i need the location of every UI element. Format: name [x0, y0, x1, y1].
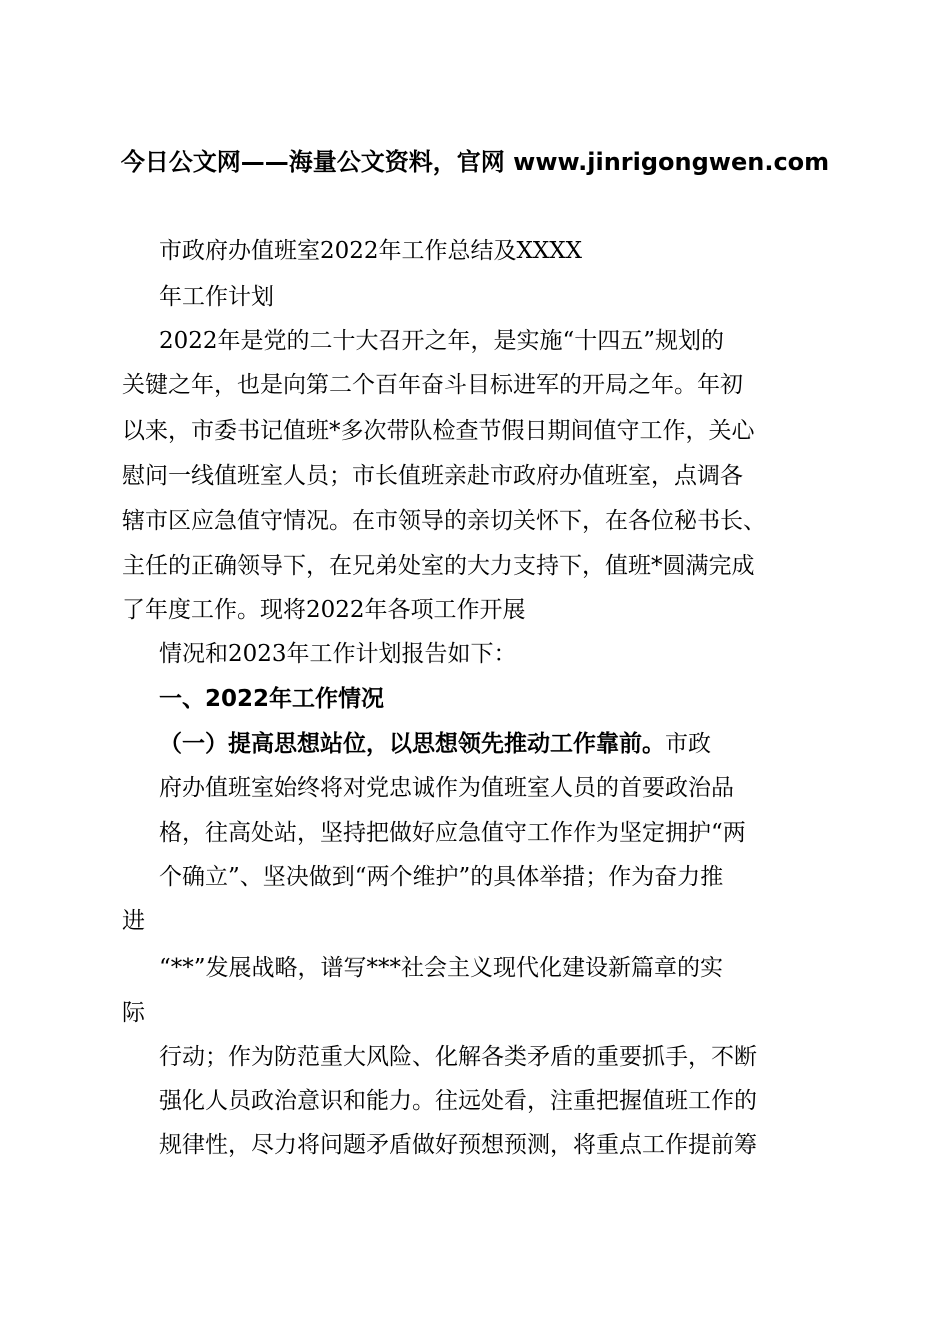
subsection-heading-1: （一）提高思想站位，以思想领先推动工作靠前。 — [159, 731, 665, 757]
body-line-2: 格，往高处站，坚持把做好应急值守工作作为坚定拥护“两 — [159, 820, 746, 846]
intro-line-5: 辖市区应急值守情况。在市领导的亲切关怀下，在各位秘书长、 — [122, 508, 766, 534]
body-line-5: “**”发展战略，谱写***社会主义现代化建设新篇章的实 — [159, 955, 724, 981]
body-line-4: 进 — [122, 908, 145, 934]
subsection-line-1 — [159, 729, 711, 759]
intro-line-4: 慰问一线值班室人员；市长值班亲赴市政府办值班室，点调各 — [122, 463, 743, 489]
intro-line-8: 情况和2023年工作计划报告如下： — [159, 641, 517, 667]
body-line-6: 际 — [122, 1000, 145, 1026]
body-line-8: 强化人员政治意识和能力。往远处看，注重把握值班工作的 — [159, 1088, 757, 1114]
document-title-line-1: 市政府办值班室2022年工作总结及XXXX — [159, 238, 583, 264]
body-line-9: 规律性，尽力将问题矛盾做好预想预测，将重点工作提前筹 — [159, 1132, 757, 1158]
body-line-7: 行动；作为防范重大风险、化解各类矛盾的重要抓手，不断 — [159, 1044, 757, 1070]
subsection-lead-text: 市政 — [665, 731, 711, 757]
intro-line-6: 主任的正确领导下，在兄弟处室的大力支持下，值班*圆满完成 — [122, 553, 755, 579]
intro-line-7: 了年度工作。现将2022年各项工作开展 — [122, 597, 526, 623]
body-line-3: 个确立”、坚决做到“两个维护”的具体举措；作为奋力推 — [159, 864, 724, 890]
intro-line-2: 关键之年，也是向第二个百年奋斗目标进军的开局之年。年初 — [122, 372, 743, 398]
section-heading-1: 一、2022年工作情况 — [159, 686, 385, 712]
body-line-1: 府办值班室始终将对党忠诚作为值班室人员的首要政治品 — [159, 775, 734, 801]
intro-line-3: 以来，市委书记值班*多次带队检查节假日期间值守工作，关心 — [122, 418, 755, 444]
website-header: 今日公文网——海量公文资料，官网 www.jinrigongwen.com — [120, 148, 830, 176]
document-title-line-2: 年工作计划 — [159, 284, 274, 310]
intro-line-1: 2022年是党的二十大召开之年，是实施“十四五”规划的 — [159, 328, 725, 354]
